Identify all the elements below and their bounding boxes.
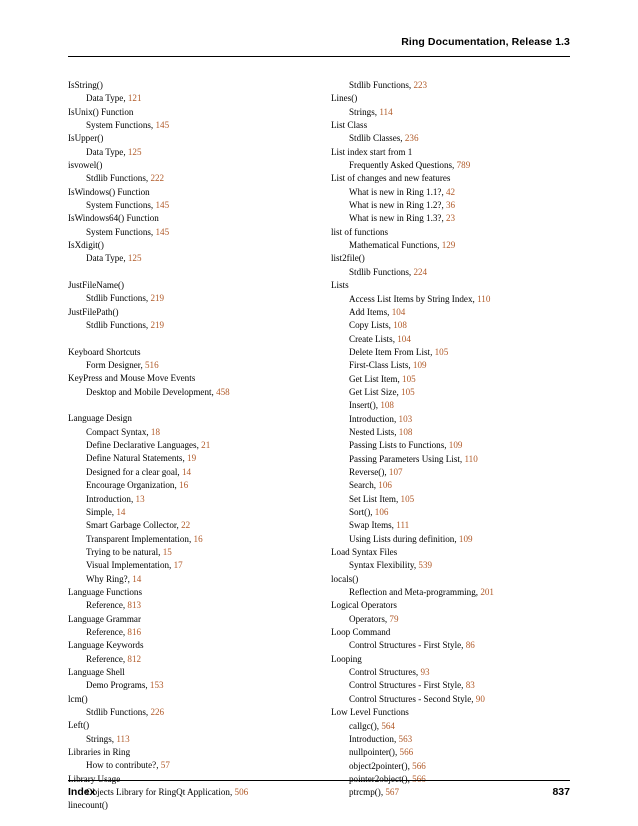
- index-entry-label: Data Type,: [86, 253, 128, 264]
- index-entry-link[interactable]: [331, 359, 568, 372]
- index-entry-label: Reference,: [86, 626, 128, 637]
- page-number: 837: [552, 786, 570, 798]
- index-entry-link[interactable]: [68, 439, 305, 452]
- index-entry: [331, 279, 568, 292]
- index-entry-label: Swap Items,: [349, 520, 397, 531]
- index-entry-label: List Class: [331, 120, 368, 131]
- index-entry-page[interactable]: 201: [480, 587, 494, 598]
- index-entry-label: Stdlib Classes,: [349, 133, 405, 144]
- header-divider: [68, 56, 570, 57]
- index-entry-page[interactable]: 107: [388, 466, 403, 477]
- index-entry: [68, 279, 305, 292]
- index-entry-label: Trying to be natural,: [86, 546, 163, 557]
- index-entry: [331, 226, 568, 239]
- index-entry-page[interactable]: 105: [400, 493, 415, 504]
- index-entry-link[interactable]: [331, 333, 568, 346]
- index-entry: [331, 546, 568, 559]
- index-entry-label: Using Lists during definition,: [349, 533, 459, 544]
- header-title: Ring Documentation, Release 1.3: [401, 36, 570, 48]
- index-entry-label: Add Items,: [349, 306, 392, 317]
- index-entry-label: System Functions,: [86, 226, 156, 237]
- index-entry: [331, 706, 568, 719]
- index-entry-label: Introduction,: [349, 733, 399, 744]
- index-entry-label: Language Grammar: [68, 613, 141, 624]
- index-entry-link[interactable]: [68, 199, 305, 212]
- index-entry-page[interactable]: 125: [127, 253, 142, 264]
- index-entry-link[interactable]: [68, 426, 305, 439]
- page-footer: [68, 780, 570, 798]
- index-entry-link[interactable]: [331, 760, 568, 773]
- index-entry-page[interactable]: 16: [179, 480, 189, 491]
- index-entry-link[interactable]: [331, 212, 568, 225]
- index-entry-label: Compact Syntax,: [86, 426, 151, 437]
- index-entry-page[interactable]: 22: [181, 520, 191, 531]
- index-entry-label: Language Shell: [68, 666, 125, 677]
- index-entry-label: Access List Items by String Index,: [349, 293, 478, 304]
- index-entry-page[interactable]: 79: [389, 613, 399, 624]
- index-entry-label: Form Designer,: [86, 360, 145, 371]
- index-entry: [68, 639, 305, 652]
- index-entry-link[interactable]: [331, 346, 568, 359]
- index-entry-label: Visual Implementation,: [86, 560, 174, 571]
- index-entry-page[interactable]: 111: [396, 520, 410, 531]
- index-entry-label: Control Structures - Second Style,: [349, 693, 476, 704]
- index-entry-link[interactable]: [331, 186, 568, 199]
- index-entry-link[interactable]: [68, 533, 305, 546]
- index-entry-link[interactable]: [331, 159, 568, 172]
- index-entry-page[interactable]: 104: [397, 333, 411, 344]
- index-entry-label: Passing Parameters Using List,: [349, 453, 465, 464]
- index-entry-label: Load Syntax Files: [331, 547, 398, 558]
- index-entry-link[interactable]: [331, 666, 568, 679]
- index-entry-label: IsWindows64() Function: [68, 213, 159, 224]
- index-entry-label: isvowel(): [68, 160, 103, 171]
- index-entry-label: pointer2object(),: [349, 773, 413, 784]
- index-entry-page[interactable]: 93: [420, 667, 430, 678]
- index-entry-page[interactable]: 14: [132, 573, 142, 584]
- index-group: [68, 79, 305, 266]
- index-entry-link[interactable]: [68, 226, 305, 239]
- index-entry-label: System Functions,: [86, 120, 156, 131]
- index-entry-label: What is new in Ring 1.3?,: [349, 213, 446, 224]
- index-entry: [68, 372, 305, 385]
- index-entry-label: Reference,: [86, 600, 128, 611]
- index-entry-page[interactable]: 145: [155, 226, 170, 237]
- index-entry-label: Data Type,: [86, 146, 128, 157]
- index-entry-label: Stdlib Functions,: [349, 266, 414, 277]
- index-entry-label: Strings,: [86, 733, 117, 744]
- index-entry-link[interactable]: [331, 413, 568, 426]
- index-entry-label: Objects Library for RingQt Application,: [86, 787, 235, 798]
- index-entry-label: Frequently Asked Questions,: [349, 160, 457, 171]
- index-entry-page[interactable]: 109: [458, 533, 473, 544]
- index-entry-page[interactable]: 105: [434, 346, 449, 357]
- index-entry-label: Introduction,: [349, 413, 399, 424]
- index-entry-link[interactable]: [331, 453, 568, 466]
- index-entry-label: Left(): [68, 720, 90, 731]
- index-entry-label: Demo Programs,: [86, 680, 150, 691]
- index-entry-label: Libraries in Ring: [68, 747, 131, 758]
- index-entry-label: Designed for a clear goal,: [86, 466, 182, 477]
- index-entry-label: Simple,: [86, 506, 117, 517]
- index-group: [68, 412, 305, 812]
- index-entry-page[interactable]: 42: [446, 186, 456, 197]
- index-entry-label: Looping: [331, 653, 362, 664]
- index-entry-page[interactable]: 114: [379, 106, 393, 117]
- index-entry-link[interactable]: [68, 519, 305, 532]
- index-entry-page[interactable]: 506: [234, 787, 249, 798]
- index-entry: [331, 573, 568, 586]
- index-entry-page[interactable]: 153: [149, 680, 164, 691]
- index-entry-page[interactable]: 219: [150, 293, 165, 304]
- index-entry-label: Why Ring?,: [86, 573, 133, 584]
- index-entry-link[interactable]: [331, 132, 568, 145]
- index-entry-link[interactable]: [68, 653, 305, 666]
- index-entry-label: Operators,: [349, 613, 390, 624]
- index-group: [68, 346, 305, 399]
- index-entry-link[interactable]: [331, 106, 568, 119]
- index-entry-link[interactable]: [331, 693, 568, 706]
- index-entry-link[interactable]: [331, 386, 568, 399]
- index-group: [68, 279, 305, 332]
- index-entry-link[interactable]: [68, 559, 305, 572]
- index-entry-label: Desktop and Mobile Development,: [86, 386, 217, 397]
- index-entry-link[interactable]: [331, 373, 568, 386]
- index-entry-link[interactable]: [68, 733, 305, 746]
- index-entry: [68, 666, 305, 679]
- index-entry-page[interactable]: 106: [378, 480, 392, 491]
- index-entry: [68, 586, 305, 599]
- index-entry-link[interactable]: [68, 452, 305, 465]
- index-entry-label: Get List Size,: [349, 386, 402, 397]
- index-entry-label: JustFilePath(): [68, 306, 119, 317]
- index-entry-label: Encourage Organization,: [86, 480, 180, 491]
- index-entry-label: How to contribute?,: [86, 760, 161, 771]
- index-entry-page[interactable]: 458: [216, 386, 230, 397]
- index-entry-link[interactable]: [68, 92, 305, 105]
- index-entry: [68, 306, 305, 319]
- index-entry-label: JustFileName(): [68, 280, 125, 291]
- index-entry-link[interactable]: [331, 639, 568, 652]
- index-entry-page[interactable]: 813: [127, 600, 142, 611]
- index-entry-page[interactable]: 224: [413, 266, 428, 277]
- index-entry-link[interactable]: [331, 679, 568, 692]
- index-entry: [331, 626, 568, 639]
- index-entry-link[interactable]: [331, 319, 568, 332]
- index-entry-label: Stdlib Functions,: [349, 80, 414, 90]
- index-entry-label: Language Functions: [68, 586, 142, 597]
- index-entry-page[interactable]: 14: [116, 506, 126, 517]
- index-entry-label: Define Natural Statements,: [86, 453, 188, 464]
- index-entry-label: Reverse(),: [349, 466, 389, 477]
- index-entry-link[interactable]: [331, 79, 568, 92]
- index-entry-link[interactable]: [68, 626, 305, 639]
- index-entry-label: Control Structures,: [349, 667, 421, 678]
- index-entry-page[interactable]: 567: [385, 787, 400, 798]
- index-entry-label: ptrcmp(),: [349, 787, 386, 798]
- index-entry: [68, 412, 305, 425]
- index-entry-link[interactable]: [331, 746, 568, 759]
- index-entry-link[interactable]: [68, 759, 305, 772]
- index-entry-page[interactable]: 16: [193, 533, 203, 544]
- index-entry-link[interactable]: [68, 466, 305, 479]
- index-entry-label: Passing Lists to Functions,: [349, 440, 449, 451]
- index-entry-link[interactable]: [331, 720, 568, 733]
- index-entry-label: Stdlib Functions,: [86, 707, 151, 718]
- index-entry-label: Get List Item,: [349, 373, 403, 384]
- index-entry-link[interactable]: [331, 266, 568, 279]
- index-entry-link[interactable]: [68, 252, 305, 265]
- index-entry-link[interactable]: [331, 586, 568, 599]
- index-entry-link[interactable]: [331, 466, 568, 479]
- index-entry-page[interactable]: 13: [135, 493, 145, 504]
- index-entry-label: List of changes and new features: [331, 173, 451, 184]
- index-entry-page[interactable]: 516: [145, 360, 159, 371]
- index-entry-link[interactable]: [331, 199, 568, 212]
- index-entry-label: list2file(): [331, 253, 365, 264]
- index-entry-label: Strings,: [349, 106, 380, 117]
- index-entry-link[interactable]: [68, 706, 305, 719]
- index-entry-page[interactable]: 14: [181, 466, 192, 477]
- index-entry-link[interactable]: [68, 386, 305, 399]
- index-entry-link[interactable]: [331, 306, 568, 319]
- index-entry-link[interactable]: [331, 239, 568, 252]
- index-entry-label: lcm(): [68, 693, 88, 704]
- index-entry-label: Syntax Flexibility,: [349, 560, 419, 571]
- index-entry-label: Data Type,: [86, 93, 128, 104]
- index-entry-label: Stdlib Functions,: [86, 320, 151, 331]
- index-entry-page[interactable]: 21: [201, 440, 211, 451]
- index-entry-label: Sort(),: [349, 507, 375, 517]
- index-entry-label: object2pointer(),: [349, 760, 413, 771]
- index-entry-page[interactable]: 57: [160, 760, 170, 771]
- index-entry-label: Nested Lists,: [349, 426, 399, 437]
- index-entry-label: Create Lists,: [349, 333, 398, 344]
- index-entry: [331, 119, 568, 132]
- index-entry-page[interactable]: 566: [412, 773, 426, 784]
- index-entry-page[interactable]: 236: [404, 133, 419, 144]
- index-entry-label: Low Level Functions: [331, 707, 409, 718]
- index-entry-page[interactable]: 812: [127, 653, 142, 664]
- index-entry-page[interactable]: 222: [150, 173, 165, 184]
- index-entry-label: KeyPress and Mouse Move Events: [68, 373, 196, 384]
- index-entry-label: Library Usage: [68, 773, 121, 784]
- index-entry-label: nullpointer(),: [349, 747, 400, 758]
- index-entry-label: Lists: [331, 280, 349, 291]
- index-entry-page[interactable]: 108: [380, 400, 394, 411]
- index-entry-label: callgc(),: [349, 720, 382, 731]
- index-entry-link[interactable]: [331, 506, 568, 519]
- index-entry-label: Control Structures - First Style,: [349, 640, 466, 651]
- index-entry-page[interactable]: 105: [402, 373, 416, 384]
- index-entry-label: System Functions,: [86, 200, 156, 211]
- index-group: [331, 79, 568, 800]
- index-entry: [68, 239, 305, 252]
- index-entry-page[interactable]: 145: [155, 200, 170, 211]
- index-entry-page[interactable]: 564: [381, 720, 395, 731]
- index-entry-label: List index start from 1: [331, 146, 413, 157]
- index-entry: [331, 146, 568, 159]
- index-entry-page[interactable]: 23: [446, 213, 456, 224]
- index-entry-link[interactable]: [68, 359, 305, 372]
- index-entry-label: Language Design: [68, 413, 132, 424]
- index-entry-link[interactable]: [68, 546, 305, 559]
- index-entry-label: Transparent Implementation,: [86, 533, 194, 544]
- index-entry: [68, 693, 305, 706]
- index-entry-page[interactable]: 108: [398, 426, 413, 437]
- index-entry-link[interactable]: [68, 573, 305, 586]
- index-entry-link[interactable]: [331, 519, 568, 532]
- index-entry-link[interactable]: [68, 479, 305, 492]
- index-entry-label: Stdlib Functions,: [86, 293, 151, 304]
- index-entry-page[interactable]: 129: [441, 240, 456, 251]
- footer-label: Index: [68, 786, 96, 798]
- index-entry: [331, 92, 568, 105]
- index-entry-page[interactable]: 109: [448, 440, 463, 451]
- index-entry-page[interactable]: 563: [398, 733, 413, 744]
- index-entry-label: linecount(): [68, 800, 108, 811]
- index-entry-page[interactable]: 223: [413, 80, 428, 90]
- index-entry-label: What is new in Ring 1.2?,: [349, 200, 446, 211]
- index-entry-link[interactable]: [68, 493, 305, 506]
- index-entry-label: Control Structures - First Style,: [349, 680, 466, 691]
- index-entry: [68, 746, 305, 759]
- index-entry-page[interactable]: 226: [150, 707, 165, 718]
- index-entry-label: Stdlib Functions,: [86, 173, 151, 184]
- index-entry-label: Reference,: [86, 653, 128, 664]
- index-entry-link[interactable]: [331, 479, 568, 492]
- index-entry-page[interactable]: 566: [399, 747, 414, 758]
- index-entry-link[interactable]: [68, 679, 305, 692]
- index-entry-page[interactable]: 125: [127, 146, 142, 157]
- index-entry-link[interactable]: [331, 426, 568, 439]
- index-entry-label: Smart Garbage Collector,: [86, 520, 182, 531]
- index-entry-link[interactable]: [331, 733, 568, 746]
- index-entry-label: Define Declarative Languages,: [86, 440, 202, 451]
- index-entry-link[interactable]: [68, 146, 305, 159]
- index-entry: [68, 799, 305, 812]
- index-entry-label: Keyboard Shortcuts: [68, 346, 141, 357]
- index-entry-label: Set List Item,: [349, 493, 401, 504]
- index-entry-page[interactable]: 105: [401, 386, 415, 397]
- index-entry: [68, 186, 305, 199]
- index-entry: [68, 159, 305, 172]
- index-entry-link[interactable]: [68, 506, 305, 519]
- index-entry-label: list of functions: [331, 226, 389, 237]
- index-entry-page[interactable]: 86: [465, 640, 475, 651]
- index-entry-page[interactable]: 90: [475, 693, 485, 704]
- index-entry-page[interactable]: 15: [162, 546, 172, 557]
- index-entry-link[interactable]: [331, 533, 568, 546]
- index-entry: [68, 132, 305, 145]
- index-entry-link[interactable]: [331, 613, 568, 626]
- index-entry-page[interactable]: 566: [412, 760, 426, 771]
- index-entry: [331, 252, 568, 265]
- index-entry-label: Language Keywords: [68, 640, 144, 651]
- index-entry-page[interactable]: 108: [393, 320, 407, 331]
- index-entry: [68, 346, 305, 359]
- index-entry-page[interactable]: 104: [391, 306, 406, 317]
- index-entry-link[interactable]: [331, 439, 568, 452]
- index-entry-page[interactable]: 36: [446, 200, 456, 211]
- index-entry: [68, 613, 305, 626]
- index-entry-page[interactable]: 110: [477, 293, 491, 304]
- index-entry-label: Lines(): [331, 93, 358, 104]
- index-entry-page[interactable]: 18: [150, 426, 161, 437]
- index-entry-link[interactable]: [331, 559, 568, 572]
- index-entry-link[interactable]: [68, 319, 305, 332]
- index-entry-page[interactable]: 816: [127, 626, 142, 637]
- index-entry-page[interactable]: 103: [398, 413, 413, 424]
- index-entry-label: IsString(): [68, 80, 103, 90]
- index-entry-page[interactable]: 113: [116, 733, 130, 744]
- index-entry: [331, 172, 568, 185]
- index-entry-label: locals(): [331, 573, 359, 584]
- index-entry-link[interactable]: [68, 292, 305, 305]
- index-entry-link[interactable]: [68, 172, 305, 185]
- index-entry-page[interactable]: 106: [374, 507, 389, 517]
- index-entry-label: What is new in Ring 1.1?,: [349, 186, 446, 197]
- index-entry: [68, 79, 305, 92]
- index-entry-label: Search,: [349, 480, 379, 491]
- index-entry-link[interactable]: [331, 399, 568, 412]
- index-entry-label: Delete Item From List,: [349, 346, 435, 357]
- index-entry-label: IsUnix() Function: [68, 106, 134, 117]
- page-header: [68, 36, 570, 54]
- index-entry-label: Mathematical Functions,: [349, 240, 442, 251]
- index-entry-link[interactable]: [68, 599, 305, 612]
- footer-divider: [68, 780, 570, 781]
- index-entry-label: Reflection and Meta-programming,: [349, 587, 481, 598]
- index-entry-label: Logical Operators: [331, 600, 397, 611]
- index-entry-label: First-Class Lists,: [349, 360, 413, 371]
- index-entry-page[interactable]: 145: [155, 120, 170, 131]
- index-entry-label: Introduction,: [86, 493, 136, 504]
- index-entry-label: IsWindows() Function: [68, 186, 150, 197]
- index-entry-page[interactable]: 539: [418, 560, 433, 571]
- index-entry-label: Insert(),: [349, 400, 381, 411]
- index-entry-link[interactable]: [331, 293, 568, 306]
- index-entry-page[interactable]: 789: [456, 160, 471, 171]
- index-entry: [331, 653, 568, 666]
- index-entry-link[interactable]: [331, 493, 568, 506]
- index-entry-page[interactable]: 109: [412, 360, 427, 371]
- index-entry-label: Loop Command: [331, 627, 391, 638]
- index-entry-label: IsUpper(): [68, 133, 104, 144]
- index-entry-link[interactable]: [68, 119, 305, 132]
- index-entry-page[interactable]: 19: [187, 453, 197, 464]
- index-entry-page[interactable]: 121: [127, 93, 142, 104]
- index-entry: [68, 719, 305, 732]
- index-entry: [68, 212, 305, 225]
- index-entry-label: IsXdigit(): [68, 240, 104, 251]
- index-entry-page[interactable]: 219: [150, 320, 165, 331]
- index-entry-page[interactable]: 110: [464, 453, 478, 464]
- index-entry-page[interactable]: 17: [173, 560, 183, 571]
- index-entry-page[interactable]: 83: [465, 680, 475, 691]
- index-entry: [68, 106, 305, 119]
- index-entry: [331, 599, 568, 612]
- index-entry-label: Copy Lists,: [349, 320, 394, 331]
